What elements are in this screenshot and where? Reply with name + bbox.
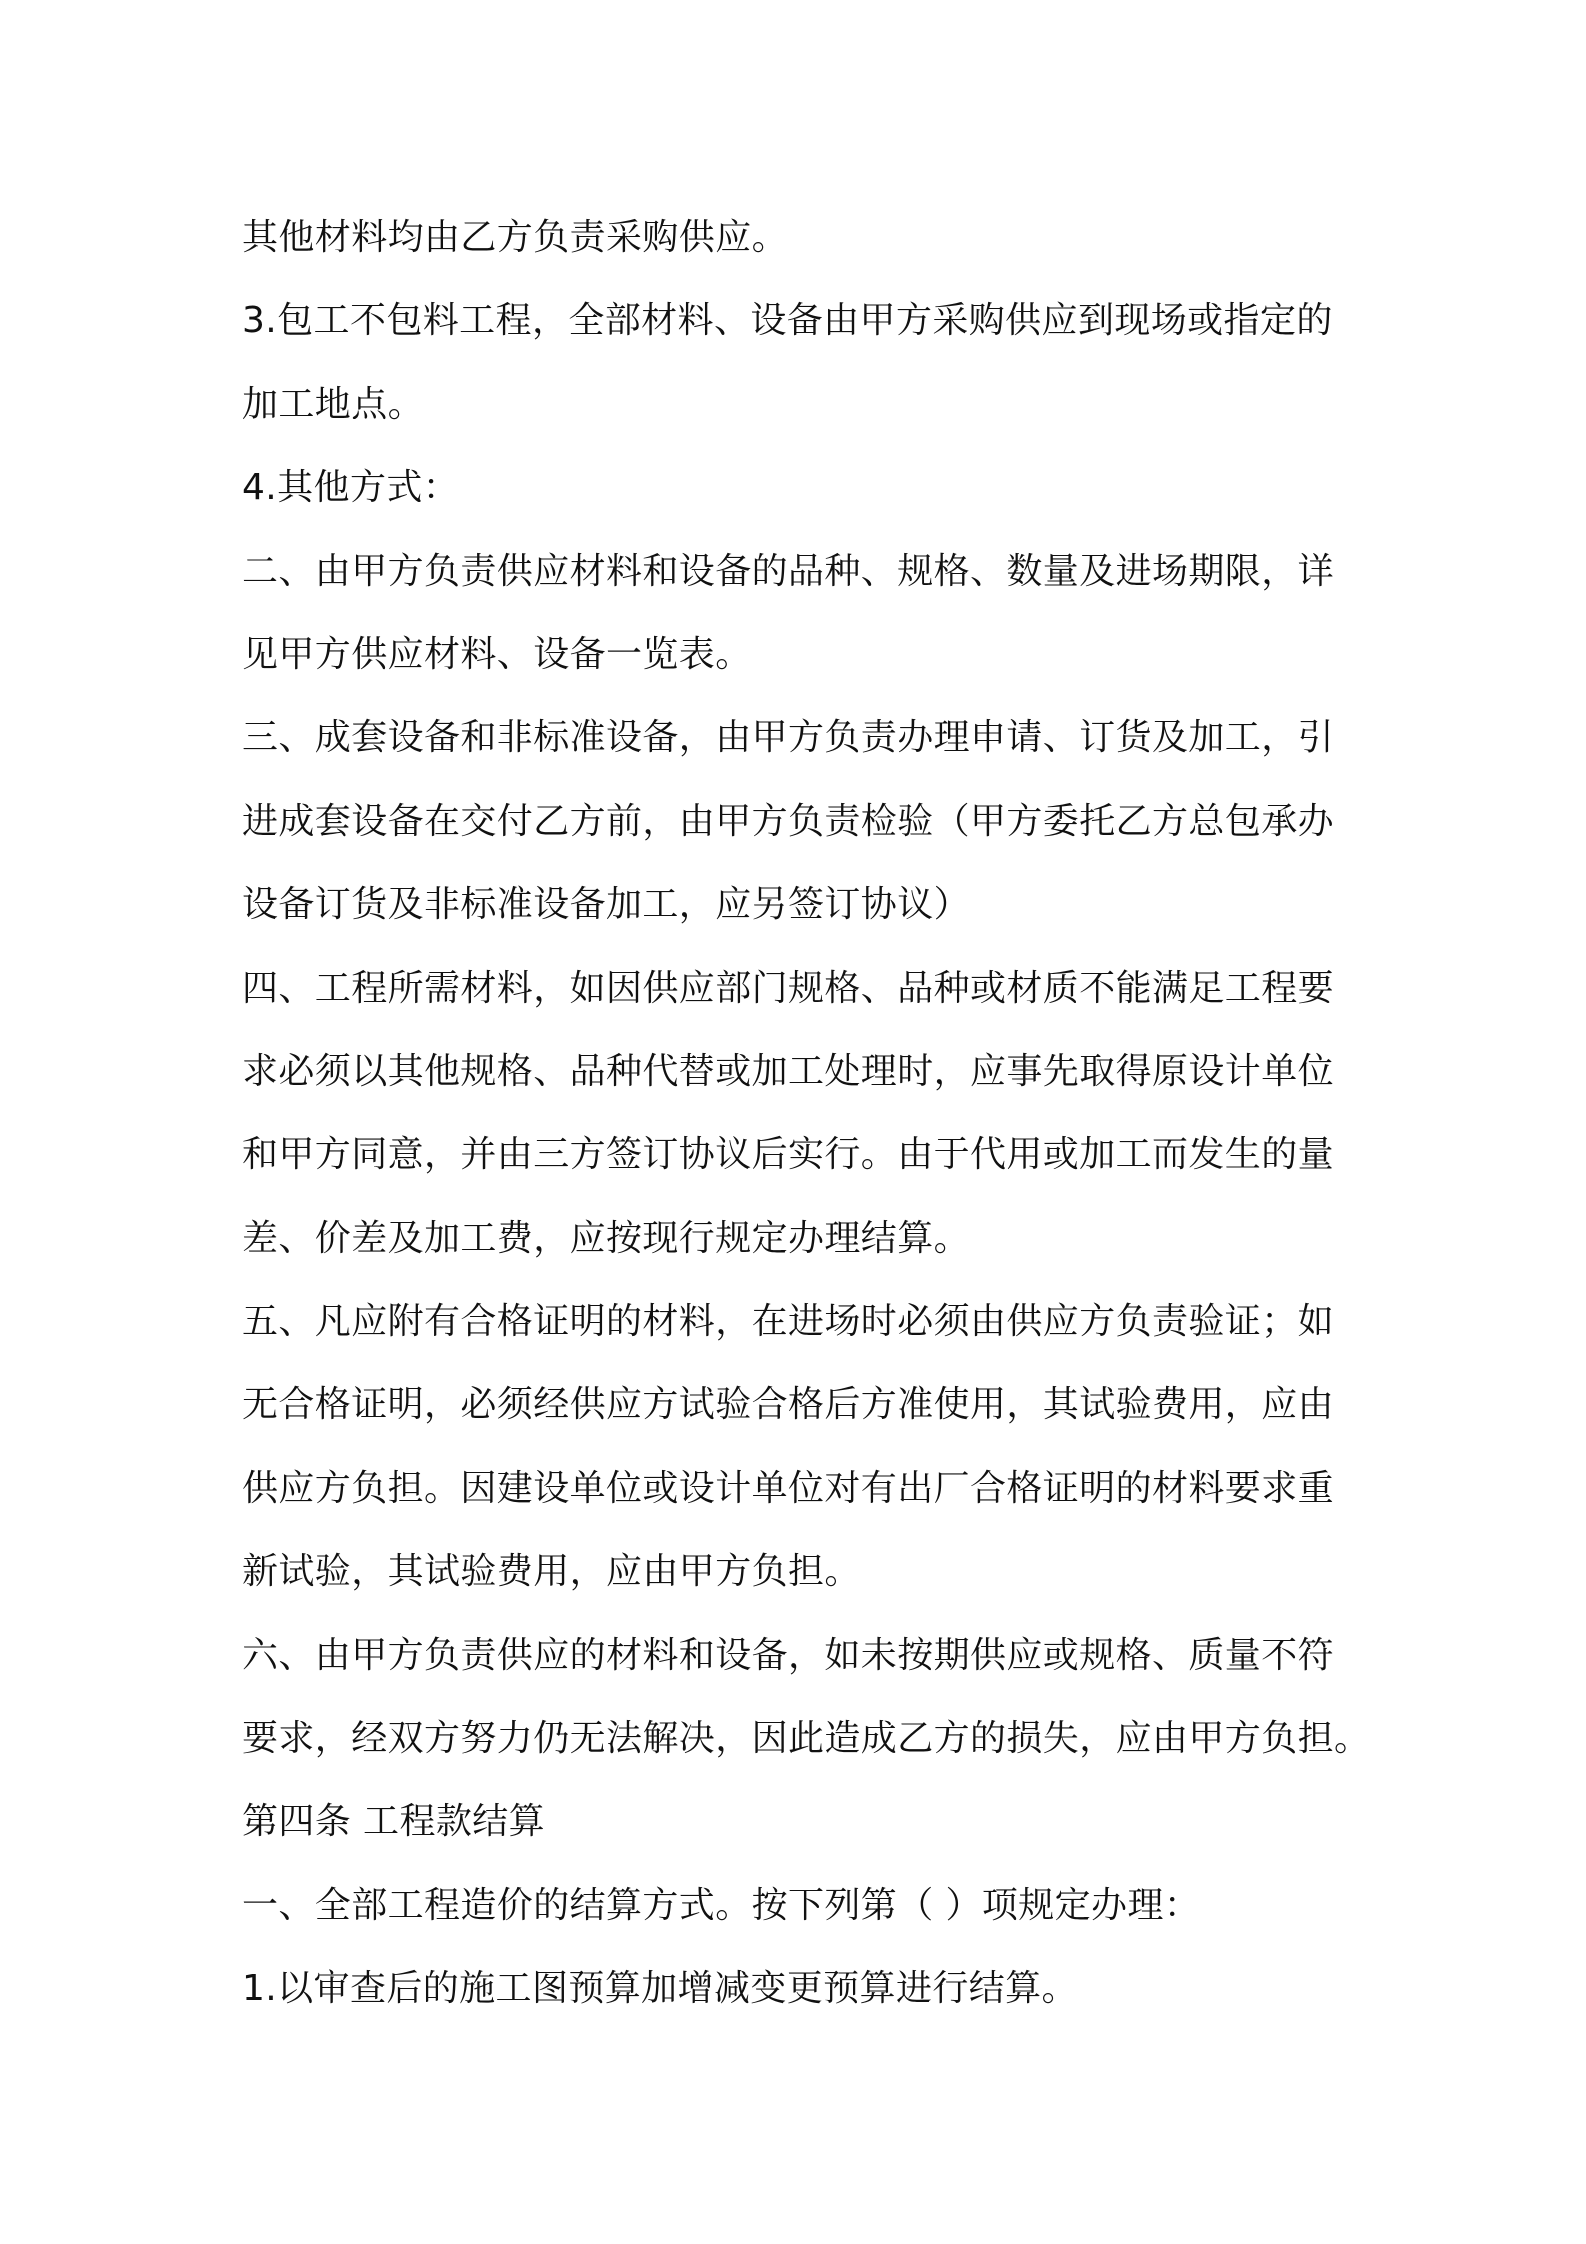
document-body: [242, 196, 1372, 2031]
text-line: 见甲方供应材料、设备一览表。: [242, 633, 752, 675]
text-line: 新试验，其试验费用，应由甲方负担。: [242, 1551, 861, 1593]
section-heading: 第四条 工程款结算: [242, 1801, 546, 1843]
text-line: 1.以审查后的施工图预算加增减变更预算进行结算。: [242, 1968, 1078, 2010]
text-line: 一、全部工程造价的结算方式。按下列第（ ）项规定办理：: [242, 1884, 1201, 1926]
text-line: 4.其他方式：: [242, 467, 460, 509]
text-line: 其他材料均由乙方负责采购供应。: [242, 217, 789, 258]
text-line: 要求，经双方努力仍无法解决，因此造成乙方的损失，应由甲方负担。: [242, 1718, 1371, 1760]
text-line: 3.包工不包料工程，全部材料、设备由甲方采购供应到现场或指定的: [242, 300, 1333, 342]
text-line: 加工地点。: [242, 383, 425, 425]
text-line: 五、凡应附有合格证明的材料，在进场时必须由供应方负责验证；如: [242, 1301, 1335, 1343]
text-line: 和甲方同意，并由三方签订协议后实行。由于代用或加工而发生的量: [242, 1134, 1335, 1176]
text-line: 二、由甲方负责供应材料和设备的品种、规格、数量及进场期限，详: [242, 550, 1335, 592]
text-line: 差、价差及加工费，应按现行规定办理结算。: [242, 1217, 971, 1259]
text-line: 四、工程所需材料，如因供应部门规格、品种或材质不能满足工程要: [242, 967, 1335, 1009]
text-line: 六、由甲方负责供应的材料和设备，如未按期供应或规格、质量不符: [242, 1634, 1335, 1676]
text-line: 无合格证明，必须经供应方试验合格后方准使用，其试验费用，应由: [242, 1384, 1335, 1426]
text-line: 三、成套设备和非标准设备，由甲方负责办理申请、订货及加工，引: [242, 717, 1335, 759]
text-line: 求必须以其他规格、品种代替或加工处理时，应事先取得原设计单位: [242, 1050, 1335, 1092]
text-line: 设备订货及非标准设备加工，应另签订协议）: [242, 884, 971, 926]
text-line: 供应方负担。因建设单位或设计单位对有出厂合格证明的材料要求重: [242, 1467, 1335, 1509]
text-line: 进成套设备在交付乙方前，由甲方负责检验（甲方委托乙方总包承办: [242, 800, 1335, 842]
